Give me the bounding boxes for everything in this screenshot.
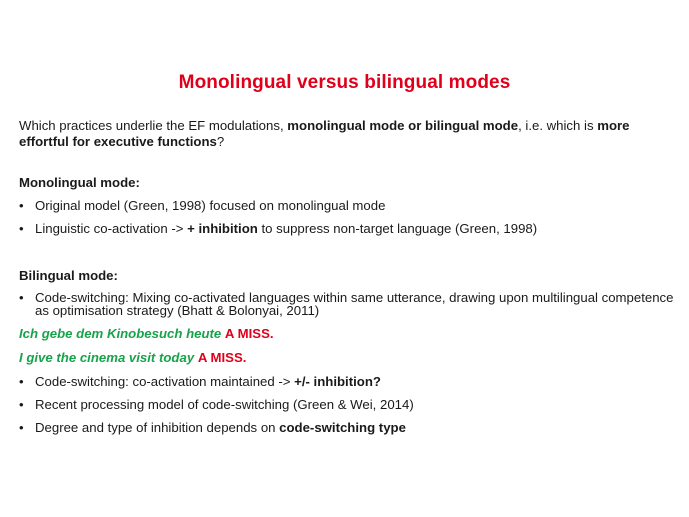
intro-text-1: Which practices underlie the EF modulations, bbox=[19, 118, 288, 133]
mono-bullet-1 bbox=[19, 198, 674, 214]
example-german-green: Ich gebe dem Kinobesuch heute bbox=[19, 326, 225, 341]
example-english-green: I give the cinema visit today bbox=[19, 350, 198, 365]
mono-bullet-2-text-2: to suppress non-target language (Green, 1998) bbox=[257, 221, 538, 236]
bi-bullet-3-text: Recent processing model of code-switching (Green & Wei, 2014) bbox=[35, 397, 414, 412]
bullet-marker: • bbox=[19, 397, 24, 412]
bilingual-heading: Bilingual mode: bbox=[19, 268, 118, 283]
bullet-marker: • bbox=[19, 290, 24, 305]
example-german bbox=[19, 326, 674, 342]
example-german-red: A MISS bbox=[224, 326, 270, 341]
mono-bullet-2-text-1: Linguistic co-activation -> bbox=[35, 221, 188, 236]
mono-bullet-2-bold: + inhibition bbox=[187, 221, 258, 236]
bi-bullet-2-text: Code-switching: co-activation maintained -> bbox=[35, 374, 295, 389]
intro-bold-1: monolingual mode or bilingual mode bbox=[287, 118, 519, 133]
example-english-red: A MISS bbox=[197, 350, 243, 365]
bi-bullet-2 bbox=[19, 374, 674, 390]
bi-bullet-4-bold: code-switching type bbox=[279, 420, 406, 435]
monolingual-heading: Monolingual mode: bbox=[19, 175, 140, 190]
bullet-marker: • bbox=[19, 420, 24, 435]
example-german-end: . bbox=[269, 326, 274, 341]
bullet-marker: • bbox=[19, 374, 24, 389]
intro-bold-2: more effortful for executive functions bbox=[19, 118, 630, 149]
slide-title: Monolingual versus bilingual modes bbox=[178, 72, 511, 93]
mono-bullet-1-text: Original model (Green, 1998) focused on monolingual mode bbox=[35, 198, 386, 213]
intro-text-2: , i.e. which is bbox=[518, 118, 598, 133]
intro-paragraph bbox=[19, 118, 674, 150]
bi-bullet-1-text: Code-switching: Mixing co-activated languages within same utterance, drawing upon multilingual competence as optimisation strategy (Bhatt & Bolonyai, 2011) bbox=[35, 290, 674, 318]
bi-bullet-4 bbox=[19, 420, 674, 436]
bi-bullet-4-text: Degree and type of inhibition depends on bbox=[35, 420, 280, 435]
bullet-marker: • bbox=[19, 198, 24, 213]
bi-bullet-1 bbox=[19, 291, 674, 317]
bi-bullet-3 bbox=[19, 397, 674, 413]
slide-content bbox=[19, 118, 674, 436]
example-english bbox=[19, 350, 674, 366]
example-english-end: . bbox=[242, 350, 247, 365]
intro-text-3: ? bbox=[216, 134, 225, 149]
mono-bullet-2 bbox=[19, 221, 674, 237]
bi-bullet-2-bold: +/- inhibition? bbox=[294, 374, 381, 389]
bullet-marker: • bbox=[19, 221, 24, 236]
